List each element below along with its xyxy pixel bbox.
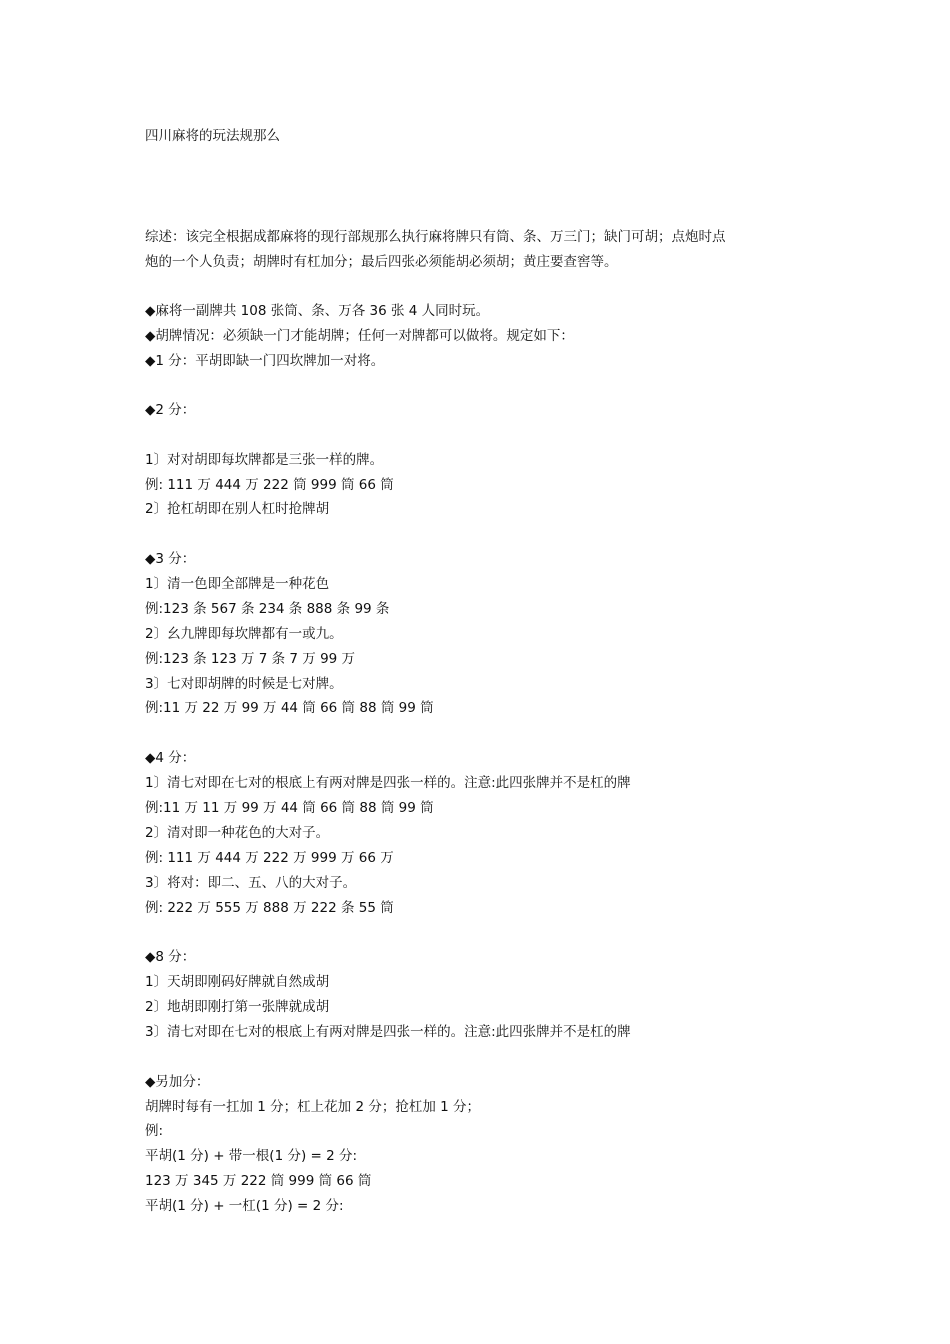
score2-line: 2〕抢杠胡即在别人杠时抢牌胡 [145,501,330,517]
intro-line-1: 综述：该完全根据成都麻将的现行部规那么执行麻将牌只有筒、条、万三门；缺门可胡；点炮时点 [145,229,726,245]
score4-line: 例: 222 万 555 万 888 万 222 条 55 筒 [145,900,394,916]
score8-line: 1〕天胡即刚码好牌就自然成胡 [145,974,330,990]
score4-line: 例: 111 万 444 万 222 万 999 万 66 万 [145,850,394,866]
score3-line: 例:123 条 567 条 234 条 888 条 99 条 [145,601,390,617]
score8-line: 3〕清七对即在七对的根底上有两对牌是四张一样的。注意:此四张牌并不是杠的牌 [145,1024,631,1040]
score2-line: 1〕对对胡即每坎牌都是三张一样的牌。 [145,452,384,468]
rule-score1: ◆1 分：平胡即缺一门四坎牌加一对将。 [145,353,385,369]
extra-heading: ◆另加分： [145,1074,210,1090]
score3-line: 3〕七对即胡牌的时候是七对牌。 [145,676,343,692]
extra-line: 123 万 345 万 222 筒 999 筒 66 筒 [145,1173,372,1189]
extra-line: 例: [145,1123,164,1139]
score3-line: 例:11 万 22 万 99 万 44 筒 66 筒 88 筒 99 筒 [145,700,434,716]
extra-line: 胡牌时每有一扛加 1 分；杠上花加 2 分；抢杠加 1 分； [145,1099,481,1115]
intro-line-2: 炮的一个人负责；胡牌时有杠加分；最后四张必须能胡必须胡；黄庄要查窖等。 [145,254,618,270]
extra-line: 平胡(1 分) + 带一根(1 分) = 2 分: [145,1148,358,1164]
score3-line: 例:123 条 123 万 7 条 7 万 99 万 [145,651,356,667]
score4-line: 2〕清对即一种花色的大对子。 [145,825,330,841]
score2-line: 例: 111 万 444 万 222 筒 999 筒 66 筒 [145,477,394,493]
score3-line: 2〕幺九牌即每坎牌都有一或九。 [145,626,343,642]
extra-line: 平胡(1 分) + 一杠(1 分) = 2 分: [145,1198,344,1214]
score8-heading: ◆8 分： [145,949,196,965]
document-title: 四川麻将的玩法规那么 [145,128,280,144]
score3-line: 1〕清一色即全部牌是一种花色 [145,576,330,592]
score4-heading: ◆4 分： [145,750,196,766]
rule-deck: ◆麻将一副牌共 108 张筒、条、万各 36 张 4 人同时玩。 [145,303,490,319]
score4-line: 1〕清七对即在七对的根底上有两对牌是四张一样的。注意:此四张牌并不是杠的牌 [145,775,631,791]
score3-heading: ◆3 分： [145,551,196,567]
score2-heading: ◆2 分： [145,402,196,418]
score4-line: 3〕将对：即二、五、八的大对子。 [145,875,357,891]
rule-winning: ◆胡牌情况：必须缺一门才能胡牌；任何一对牌都可以做将。规定如下： [145,328,574,344]
score8-line: 2〕地胡即刚打第一张牌就成胡 [145,999,330,1015]
score4-line: 例:11 万 11 万 99 万 44 筒 66 筒 88 筒 99 筒 [145,800,434,816]
